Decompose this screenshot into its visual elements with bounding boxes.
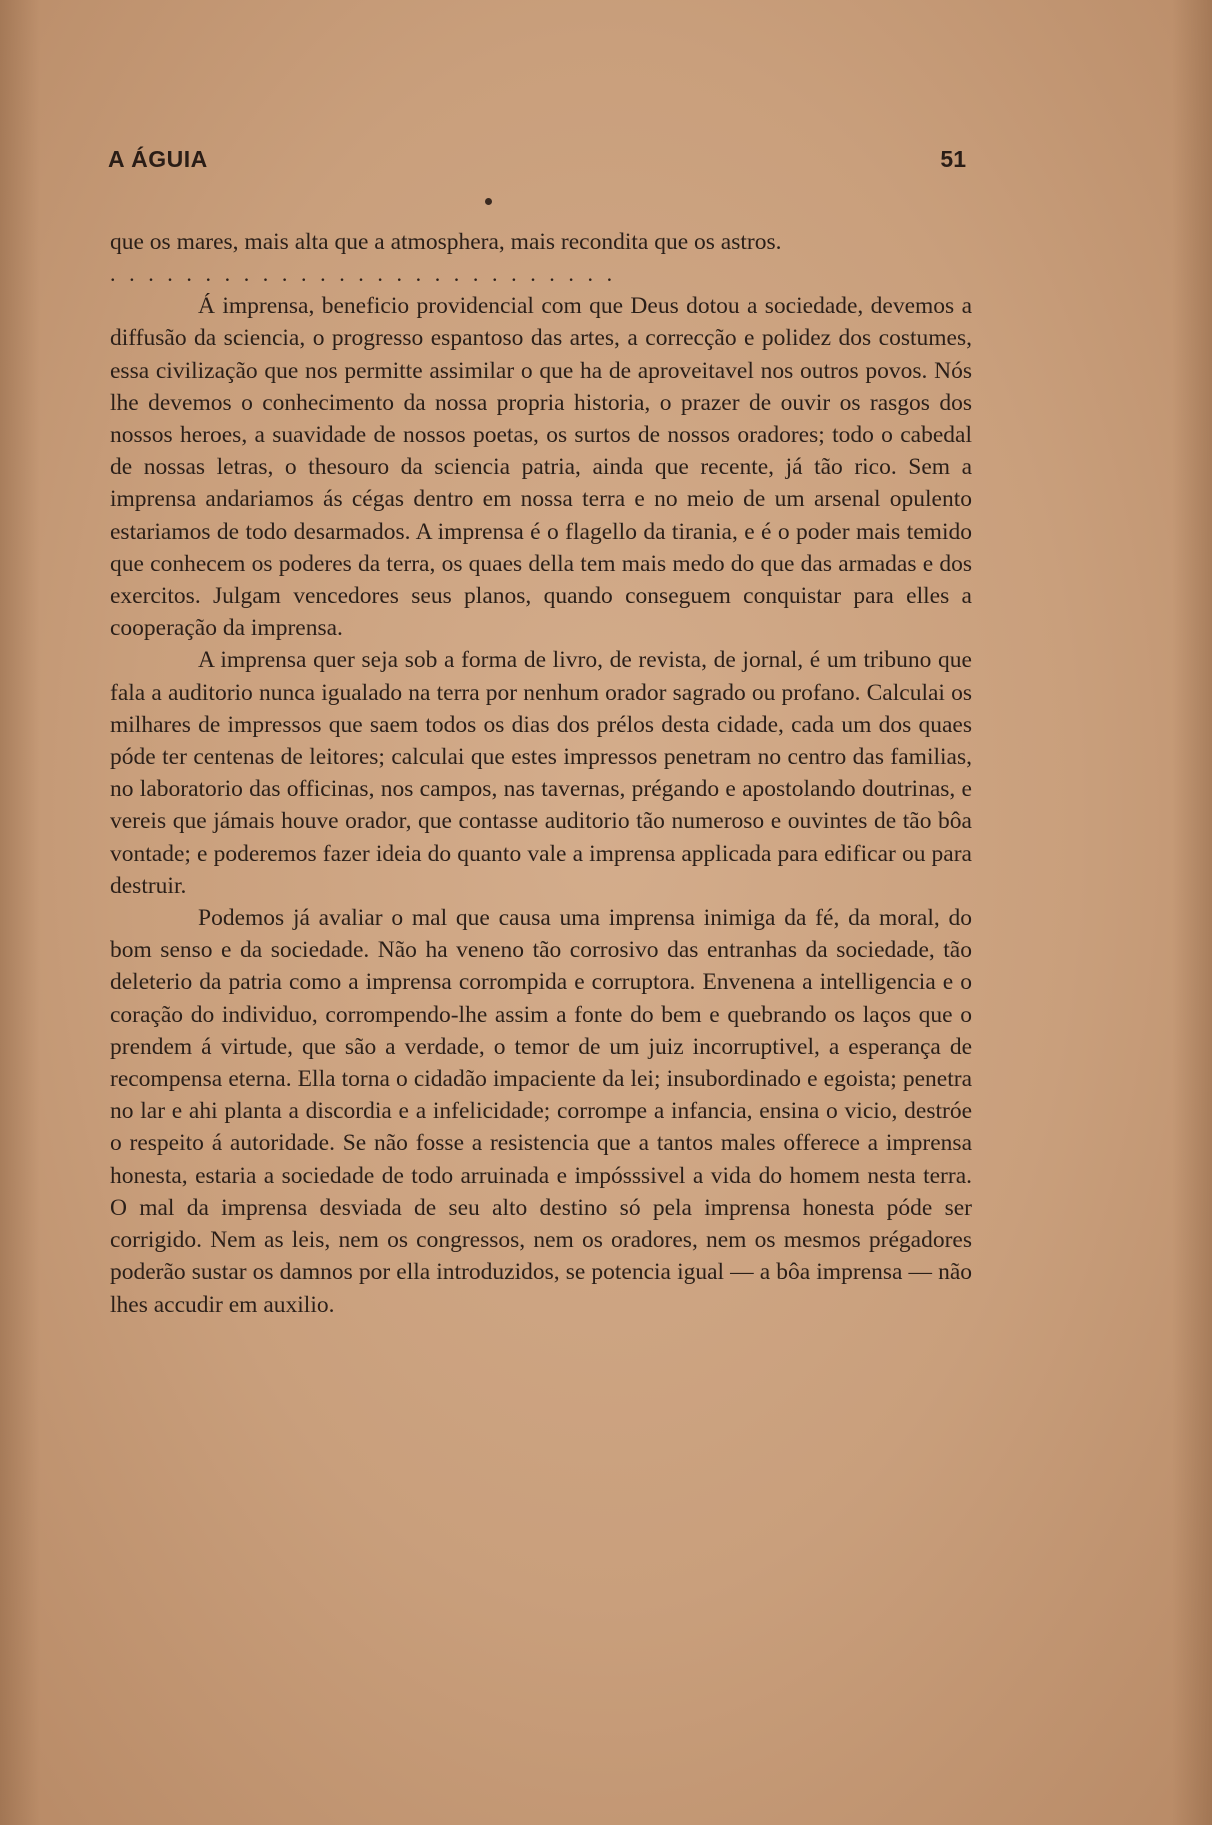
running-header xyxy=(108,146,966,176)
paragraph-press-benefits: Á imprensa, beneficio providencial com que Deus dotou a sociedade, devemos a diffusão da sciencia, o progresso espantoso das artes, a correcção e polidez dos costumes, essa civilização que nos permitte assimilar o que ha de aproveitavel nos outros povos. Nós lhe devemos o conhecimento da nossa propria historia, o prazer de ouvir os rasgos dos nossos heroes, a suavidade de nossos poetas, os surtos de nossos oradores; todo o cabedal de nossas letras, o thesouro da sciencia patria, ainda que recente, já tão rico. Sem a imprensa andariamos ás cégas dentro em nossa terra e no meio de um arsenal opulento estariamos de todo desarmados. A imprensa é o flagello da tirania, e é o poder mais temido que conhecem os poderes da terra, os quaes della tem mais medo do que das armadas e dos exercitos. Julgam vencedores seus planos, quando conseguem conquistar para elles a cooperação da imprensa. xyxy=(110,293,972,642)
section-separator: ........................... xyxy=(110,261,626,287)
paragraph-press-tribune: A imprensa quer seja sob a forma de livro, de revista, de jornal, é um tribuno que fala a auditorio nunca igualado na terra por nenhum orador sagrado ou profano. Calculai os milhares de impressos que saem todos os dias dos prélos desta cidade, cada um dos quaes póde ter centenas de leitores; calculai que estes impressos penetram no centro das familias, no laboratorio das officinas, nos campos, nas tavernas, prégando e apostolando doutrinas, e vereis que jámais houve orador, que contasse auditorio tão numeroso e ouvintes de tão bôa vontade; e poderemos fazer ideia do quanto vale a imprensa applicada para edificar ou para destruir. xyxy=(110,647,972,899)
page-edge-shadow-left xyxy=(0,0,40,1825)
article-body xyxy=(110,226,972,1321)
paragraph-continuation: que os mares, mais alta que a atmosphera, mais recondita que os astros. xyxy=(110,229,782,255)
paragraph-press-evil: Podemos já avaliar o mal que causa uma imprensa inimiga da fé, da moral, do bom senso e da sociedade. Não ha veneno tão corrosivo das entranhas da sociedade, tão deleterio da patria como a imprensa corrompida e corruptora. Envenena a intelligencia e o coração do individuo, corrompendo-lhe assim a fonte do bem e quebrando os laços que o prendem á virtude, que são a verdade, o temor de um juiz incorruptivel, a esperança de recompensa eterna. Ella torna o cidadão impaciente da lei; insubordinado e egoista; penetra no lar e ahi planta a discordia e a infelicidade; corrompe a infancia, ensina o vicio, destróe o respeito á autoridade. Se não fosse a resistencia que a tantos males offerece a imprensa honesta, estaria a sociedade de todo arruinada e impósssivel a vida do homem nesta terra. O mal da imprensa desviada de seu alto destino só pela imprensa honesta póde ser corrigido. Nem as leis, nem os congressos, nem os oradores, nem os mesmos prégadores poderão sustar os damnos por ella introduzidos, se potencia igual — a bôa imprensa — não lhes accudir em auxilio. xyxy=(110,905,972,1318)
ink-speck xyxy=(485,198,492,205)
page-edge-shadow-right xyxy=(1172,0,1212,1825)
page-number: 51 xyxy=(940,146,966,172)
journal-title: A ÁGUIA xyxy=(108,146,208,172)
